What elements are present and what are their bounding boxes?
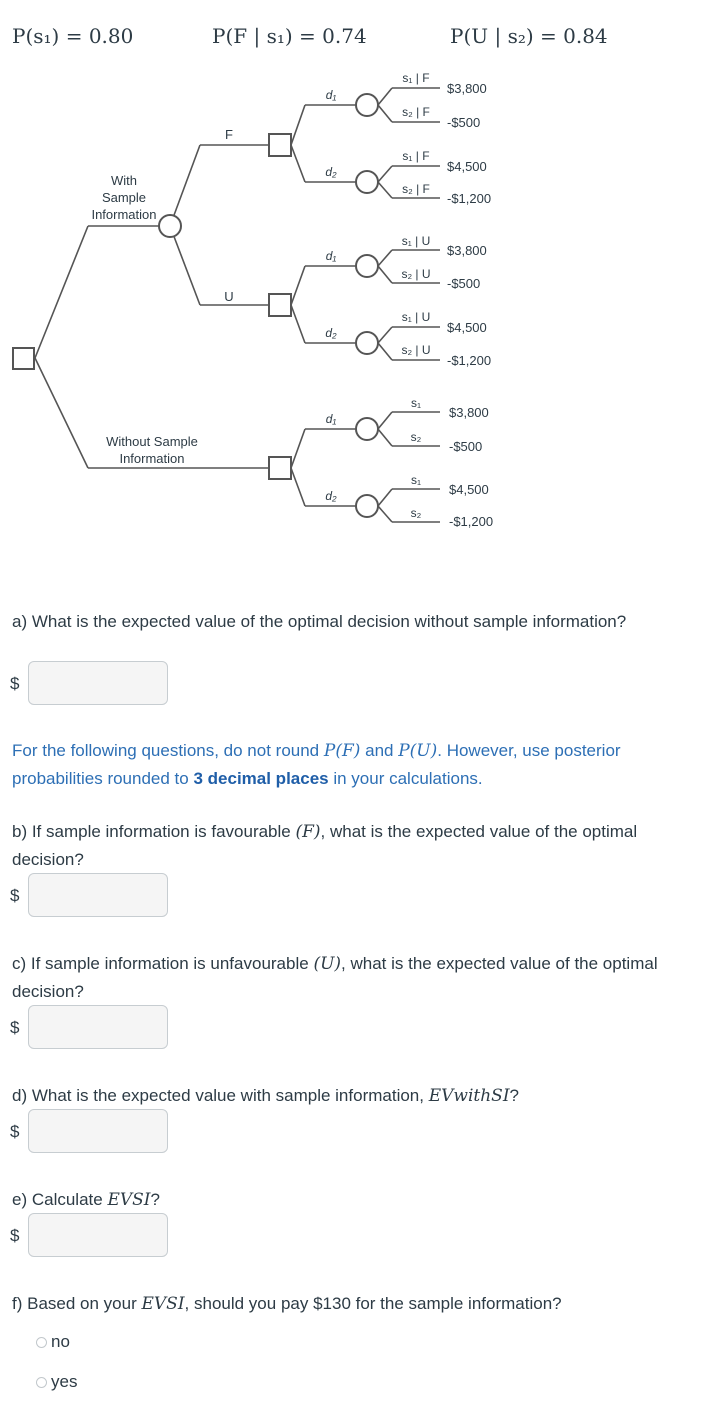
label-d2: d₂ — [325, 326, 337, 340]
question-b — [12, 818, 702, 873]
label-without-sample-info: Information — [119, 451, 185, 466]
payoff: -$500 — [449, 439, 483, 454]
question-d — [12, 1082, 702, 1110]
payoff: -$1,200 — [447, 353, 492, 368]
label-state: s₁ | F — [402, 149, 430, 163]
option-yes[interactable] — [36, 1372, 77, 1392]
label-with-sample-info: With — [111, 173, 137, 188]
question-a: a) What is the expected value of the optimal decision without sample information? — [12, 612, 627, 631]
chance-node — [356, 171, 378, 193]
answer-b-input[interactable] — [28, 873, 168, 917]
label-without-sample-info: Without Sample — [106, 434, 198, 449]
question-text: , what is the expected value of the optimal decision? — [12, 954, 658, 1001]
label-state: s₂ — [410, 506, 422, 520]
answer-d-input[interactable] — [28, 1109, 168, 1153]
label-state: s₂ | F — [402, 182, 430, 196]
payoff: $3,800 — [447, 81, 487, 96]
note-pu: P(U) — [398, 741, 438, 761]
root-decision-node — [13, 348, 34, 369]
answer-e-input[interactable] — [28, 1213, 168, 1257]
label-d1: d₁ — [325, 412, 337, 426]
question-text: , should you pay $130 for the sample information? — [184, 1294, 562, 1313]
label-state: s₁ | F — [402, 71, 430, 85]
chance-node — [356, 94, 378, 116]
radio-no[interactable] — [36, 1337, 47, 1348]
currency-symbol: $ — [10, 1018, 20, 1037]
option-label: no — [51, 1332, 70, 1351]
label-state: s₁ — [410, 473, 422, 487]
prob-u-given-s2: P(U | s₂) = 0.84 — [450, 24, 608, 48]
math-evsi: EVSI — [107, 1190, 151, 1210]
label-d1: d₁ — [325, 249, 337, 263]
note-pf: P(F) — [323, 741, 361, 761]
payoff: -$1,200 — [449, 514, 494, 529]
prob-f-given-s1: P(F | s₁) = 0.74 — [212, 24, 367, 48]
currency-symbol: $ — [10, 1122, 20, 1141]
label-state: s₂ | U — [401, 267, 431, 281]
question-f — [12, 1290, 702, 1318]
decision-node-f — [269, 134, 291, 156]
chance-node — [356, 255, 378, 277]
label-d2: d₂ — [325, 165, 337, 179]
chance-node — [356, 495, 378, 517]
chance-node — [356, 418, 378, 440]
note-bold: 3 decimal places — [193, 769, 329, 788]
label-with-sample-info: Sample — [101, 190, 147, 205]
chance-node — [356, 332, 378, 354]
question-c — [12, 950, 712, 1005]
currency-symbol: $ — [10, 1226, 20, 1245]
question-text: ? — [150, 1190, 160, 1209]
payoff: $3,800 — [447, 243, 487, 258]
payoff: -$500 — [447, 115, 481, 130]
label-branch-u: U — [224, 289, 234, 304]
instruction-note — [12, 737, 702, 793]
label-branch-f: F — [225, 127, 233, 142]
math-evsi: EVSI — [141, 1294, 185, 1314]
label-state: s₁ — [410, 396, 422, 410]
currency-symbol: $ — [10, 886, 20, 905]
currency-symbol: $ — [10, 674, 20, 693]
decision-node-u — [269, 294, 291, 316]
decision-node-without — [269, 457, 291, 479]
question-text: d) What is the expected value with sample information, — [12, 1086, 424, 1105]
label-state: s₂ | F — [402, 105, 430, 119]
radio-yes[interactable] — [36, 1377, 47, 1388]
option-no[interactable] — [36, 1332, 70, 1352]
label-state: s₂ | U — [401, 343, 431, 357]
payoff: -$1,200 — [447, 191, 492, 206]
prob-s1: P(s₁) = 0.80 — [12, 24, 134, 48]
sample-chance-node — [159, 215, 181, 237]
label-state: s₁ | U — [401, 234, 431, 248]
note-text: . However, use posterior probabilities rounded to — [12, 741, 621, 788]
label-d2: d₂ — [325, 489, 337, 503]
math-f: (F) — [295, 822, 321, 842]
label-d1: d₁ — [325, 88, 337, 102]
payoff: $4,500 — [447, 320, 487, 335]
note-text: For the following questions, do not round — [12, 741, 320, 760]
question-text: ? — [509, 1086, 520, 1105]
label-state: s₂ — [410, 430, 422, 444]
question-e — [12, 1186, 160, 1214]
payoff: -$500 — [447, 276, 481, 291]
option-label: yes — [51, 1372, 78, 1391]
decision-tree — [0, 0, 720, 560]
question-text: c) If sample information is unfavourable — [12, 954, 309, 973]
note-text: in your calculations. — [333, 769, 483, 788]
label-with-sample-info: Information — [91, 207, 157, 222]
question-text: b) If sample information is favourable — [12, 822, 291, 841]
question-text: f) Based on your — [12, 1294, 137, 1313]
label-state: s₁ | U — [401, 310, 431, 324]
question-text: , what is the expected value of the optimal decision? — [12, 822, 638, 869]
math-u: (U) — [313, 954, 342, 974]
question-text: e) Calculate — [12, 1190, 103, 1209]
math-evwithsi: EVwithSI — [428, 1086, 510, 1106]
payoff: $4,500 — [447, 159, 487, 174]
payoff: $3,800 — [449, 405, 489, 420]
note-text: and — [365, 741, 394, 760]
payoff: $4,500 — [449, 482, 489, 497]
answer-a-input[interactable] — [28, 661, 168, 705]
answer-c-input[interactable] — [28, 1005, 168, 1049]
